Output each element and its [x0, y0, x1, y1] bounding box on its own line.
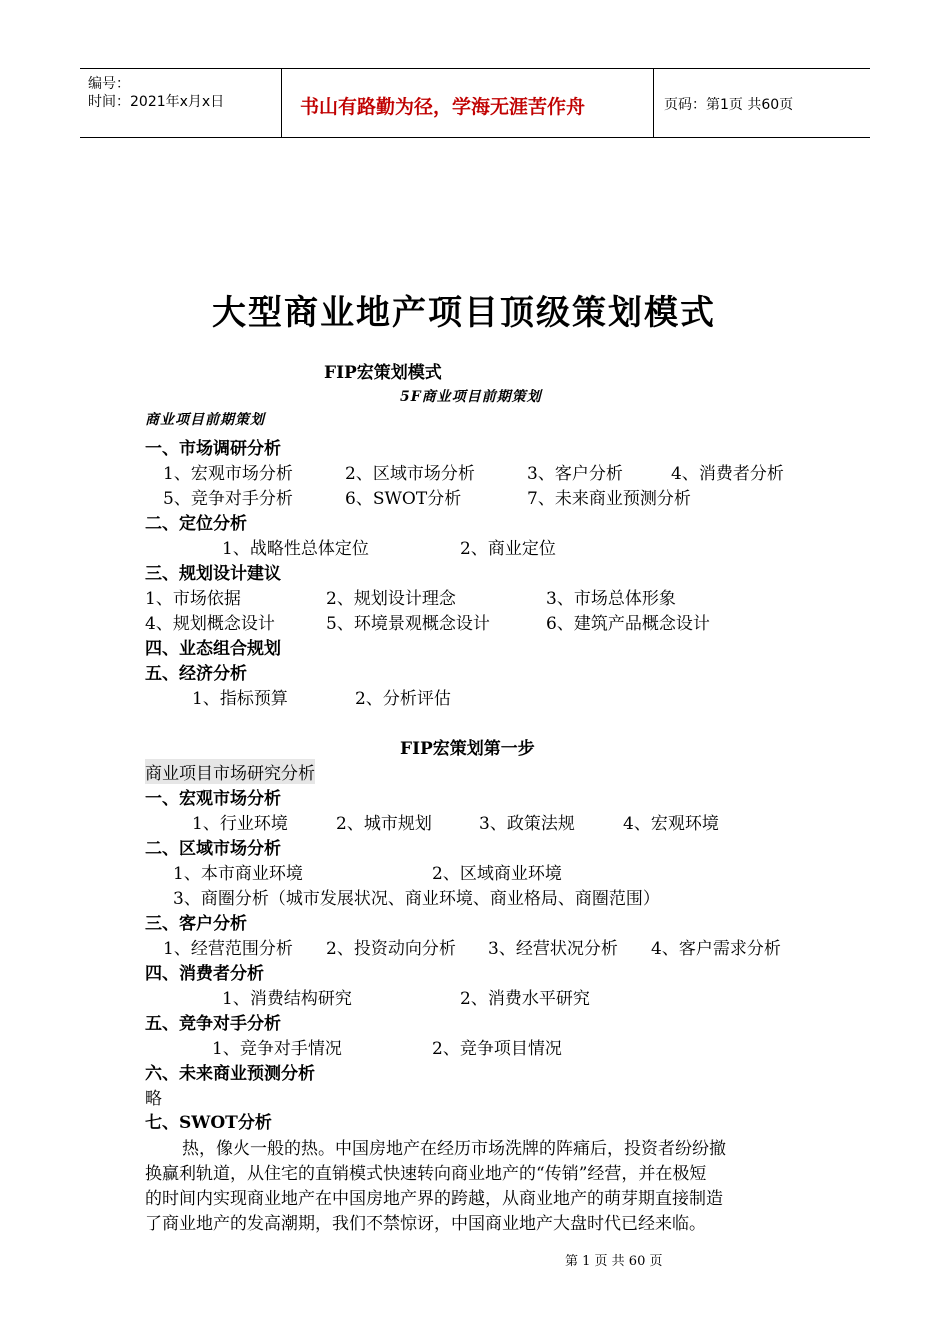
page-footer: 第 1 页 共 60 页 [565, 1254, 663, 1269]
outline-section-3: 三、规划设计建议 [145, 564, 281, 584]
paragraph-line: 的时间内实现商业地产在中国房地产界的跨越，从商业地产的萌芽期直接制造 [145, 1189, 723, 1209]
header-time: 时间：2021年x月x日 [88, 94, 225, 110]
header-number-label: 编号： [88, 76, 130, 92]
step1-item: 4、宏观环境 [623, 814, 719, 834]
outline-section-2: 二、定位分析 [145, 514, 247, 534]
step1-item: 2、投资动向分析 [326, 939, 456, 959]
outline-heading: 商业项目前期策划 [145, 412, 265, 428]
header-page-code: 页码：第1页 共60页 [664, 97, 794, 113]
step1-heading: FIP宏策划第一步 [400, 739, 535, 759]
step1-section-2: 二、区域市场分析 [145, 839, 281, 859]
header-table [80, 68, 870, 138]
outline-item: 2、区域市场分析 [345, 464, 475, 484]
step1-item: 2、城市规划 [336, 814, 432, 834]
step1-section-1: 一、宏观市场分析 [145, 789, 281, 809]
outline-item: 1、战略性总体定位 [222, 539, 369, 559]
step1-item: 1、竞争对手情况 [212, 1039, 342, 1059]
outline-item: 2、商业定位 [460, 539, 556, 559]
outline-item: 6、SWOT分析 [345, 489, 462, 509]
outline-item: 3、客户分析 [527, 464, 623, 484]
outline-item: 3、市场总体形象 [546, 589, 676, 609]
paragraph-line: 换赢利轨道，从住宅的直销模式快速转向商业地产的“传销”经营，并在极短 [145, 1164, 707, 1184]
outline-item: 2、分析评估 [355, 689, 451, 709]
document-title: 大型商业地产项目顶级策划模式 [212, 293, 716, 333]
outline-item: 1、宏观市场分析 [163, 464, 293, 484]
outline-section-5: 五、经济分析 [145, 664, 247, 684]
outline-item: 5、环境景观概念设计 [326, 614, 490, 634]
header-divider [281, 69, 282, 137]
header-divider [653, 69, 654, 137]
step1-section-6: 六、未来商业预测分析 [145, 1064, 315, 1084]
outline-item: 4、消费者分析 [671, 464, 784, 484]
subtitle-5f: 5F商业项目前期策划 [400, 389, 542, 405]
paragraph-line: 了商业地产的发高潮期，我们不禁惊讶，中国商业地产大盘时代已经来临。 [145, 1214, 706, 1234]
step1-section-4: 四、消费者分析 [145, 964, 264, 984]
step1-section-5: 五、竞争对手分析 [145, 1014, 281, 1034]
step1-item: 1、经营范围分析 [163, 939, 293, 959]
outline-item: 2、规划设计理念 [326, 589, 456, 609]
step1-item: 3、经营状况分析 [488, 939, 618, 959]
step1-note: 略 [145, 1089, 162, 1109]
step1-item: 1、消费结构研究 [222, 989, 352, 1009]
step1-item: 1、本市商业环境 [173, 864, 303, 884]
outline-item: 5、竞争对手分析 [163, 489, 293, 509]
outline-item: 6、建筑产品概念设计 [546, 614, 710, 634]
step1-item: 3、商圈分析（城市发展状况、商业环境、商业格局、商圈范围） [173, 889, 660, 909]
step1-item: 2、区域商业环境 [432, 864, 562, 884]
outline-section-1: 一、市场调研分析 [145, 439, 281, 459]
outline-item: 1、指标预算 [192, 689, 288, 709]
header-motto: 书山有路勤为径，学海无涯苦作舟 [300, 96, 586, 118]
step1-section-7: 七、SWOT分析 [145, 1113, 272, 1133]
subtitle-fip: FIP宏策划模式 [324, 363, 442, 383]
step1-item: 2、竞争项目情况 [432, 1039, 562, 1059]
step1-section-3: 三、客户分析 [145, 914, 247, 934]
step1-item: 1、行业环境 [192, 814, 288, 834]
outline-item: 7、未来商业预测分析 [527, 489, 691, 509]
outline-section-4: 四、业态组合规划 [145, 639, 281, 659]
step1-item: 3、政策法规 [479, 814, 575, 834]
outline-item: 4、规划概念设计 [145, 614, 275, 634]
step1-item: 4、客户需求分析 [651, 939, 781, 959]
step1-subheading: 商业项目市场研究分析 [145, 759, 315, 784]
paragraph-line: 热，像火一般的热。中国房地产在经历市场洗牌的阵痛后，投资者纷纷撤 [182, 1139, 726, 1159]
step1-item: 2、消费水平研究 [460, 989, 590, 1009]
outline-item: 1、市场依据 [145, 589, 241, 609]
